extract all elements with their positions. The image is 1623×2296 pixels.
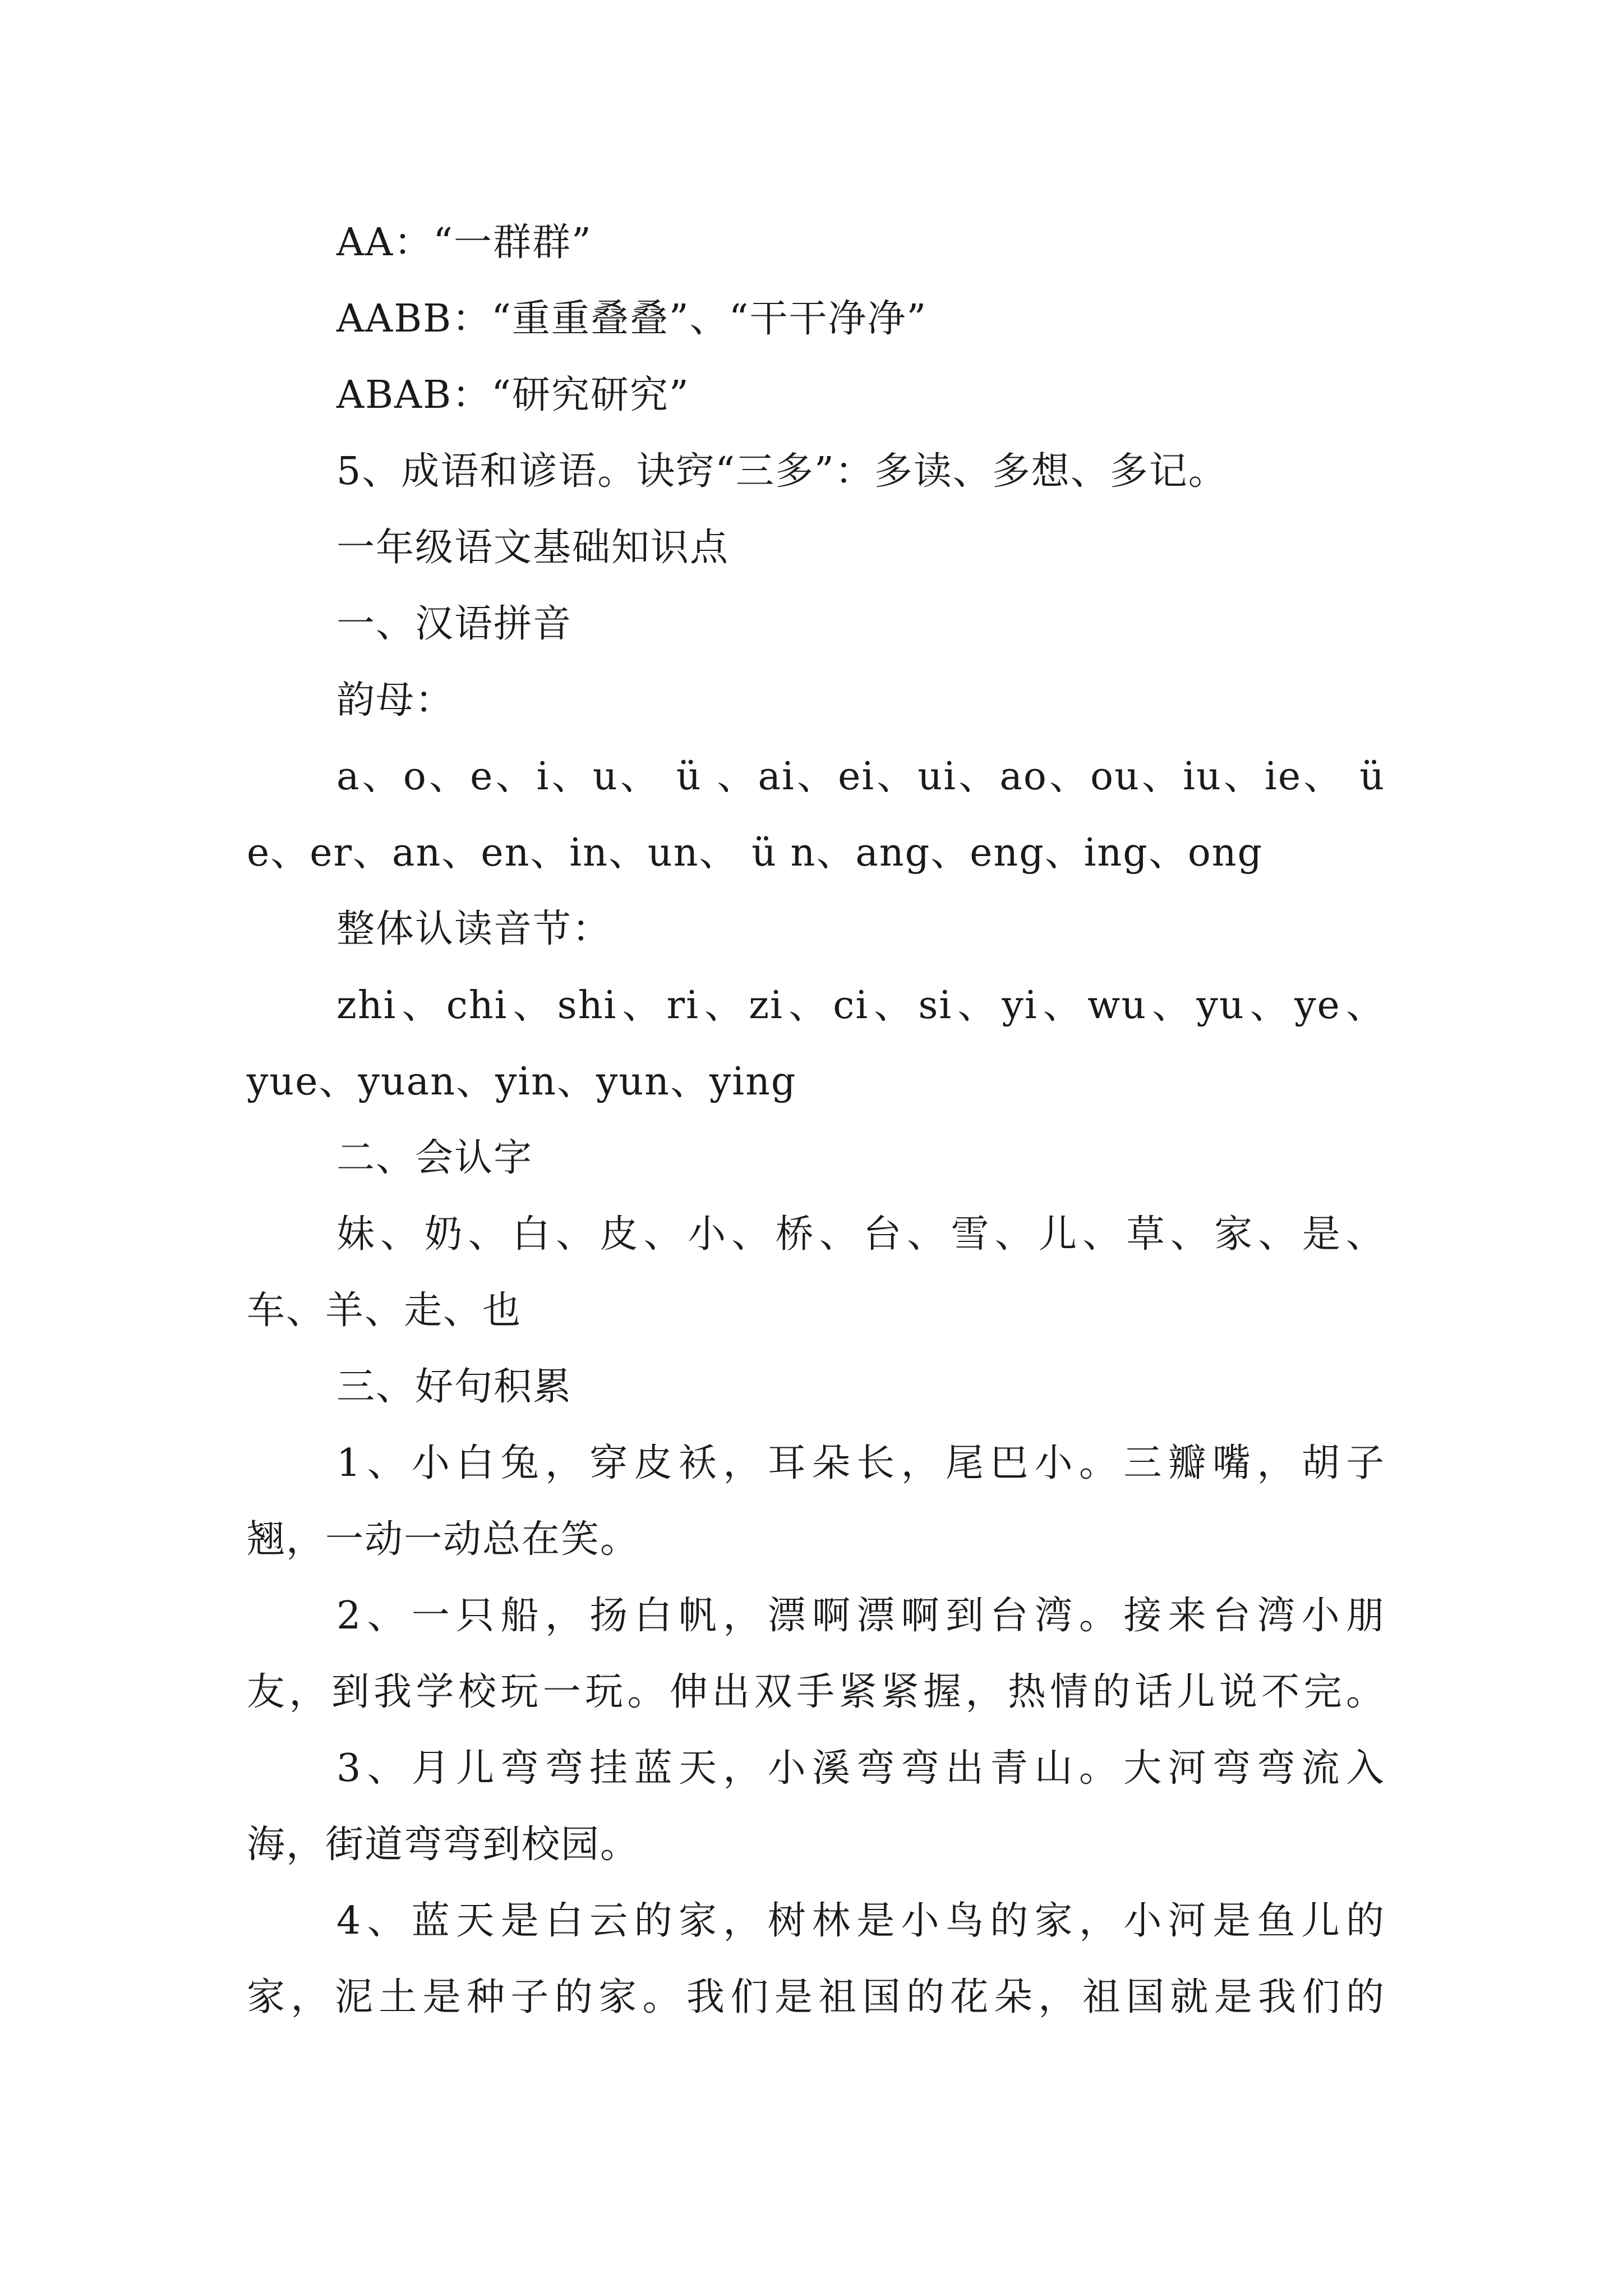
line-idioms-tip: 5、成语和谚语。诀窍“三多”：多读、多想、多记。 bbox=[336, 449, 1228, 494]
heading-recognize-chars: 二、会认字 bbox=[336, 1136, 533, 1180]
sentence-1-line-2: 翘，一动一动总在笑。 bbox=[247, 1517, 640, 1562]
section-title: 一年级语文基础知识点 bbox=[336, 526, 730, 570]
document-body bbox=[247, 205, 1385, 2036]
heading-pinyin: 一、汉语拼音 bbox=[336, 602, 573, 646]
heading-good-sentences: 三、好句积累 bbox=[336, 1365, 573, 1409]
syllables-line-2: yue、yuan、yin、yun、ying bbox=[247, 1060, 797, 1104]
sentence-2-line-1: 2、一只船，扬白帆，漂啊漂啊到台湾。接来台湾小朋 bbox=[336, 1594, 1385, 1638]
chars-line-1: 妹、奶、白、皮、小、桥、台、雪、儿、草、家、是、 bbox=[336, 1212, 1385, 1257]
line-abab-example: ABAB：“研究研究” bbox=[336, 373, 690, 417]
sentence-3-line-1: 3、月儿弯弯挂蓝天，小溪弯弯出青山。大河弯弯流入 bbox=[336, 1746, 1385, 1791]
chars-line-2: 车、羊、走、也 bbox=[247, 1289, 522, 1333]
syllables-line-1: zhi、chi、shi、ri、zi、ci、si、yi、wu、yu、ye、 bbox=[336, 983, 1385, 1028]
sentence-2-line-2: 友，到我学校玩一玩。伸出双手紧紧握，热情的话儿说不完。 bbox=[247, 1670, 1385, 1714]
sentence-4-line-2: 家，泥土是种子的家。我们是祖国的花朵，祖国就是我们的 bbox=[247, 1975, 1385, 2019]
sentence-3-line-2: 海，街道弯弯到校园。 bbox=[247, 1823, 640, 1867]
sentence-1-line-1: 1、小白兔，穿皮袄，耳朵长，尾巴小。三瓣嘴，胡子 bbox=[336, 1441, 1385, 1485]
line-aabb-example: AABB：“重重叠叠”、“干干净净” bbox=[336, 297, 928, 341]
finals-line-2: e、er、an、en、in、un、 ü n、ang、eng、ing、ong bbox=[247, 831, 1264, 875]
label-whole-syllables: 整体认读音节： bbox=[336, 907, 612, 951]
label-finals: 韵母： bbox=[336, 678, 455, 723]
sentence-4-line-1: 4、蓝天是白云的家，树林是小鸟的家，小河是鱼儿的 bbox=[336, 1899, 1385, 1943]
line-aa-example: AA：“一群群” bbox=[336, 220, 592, 265]
finals-line-1: a、o、e、i、u、 ü 、ai、ei、ui、ao、ou、iu、ie、 ü bbox=[336, 754, 1385, 799]
